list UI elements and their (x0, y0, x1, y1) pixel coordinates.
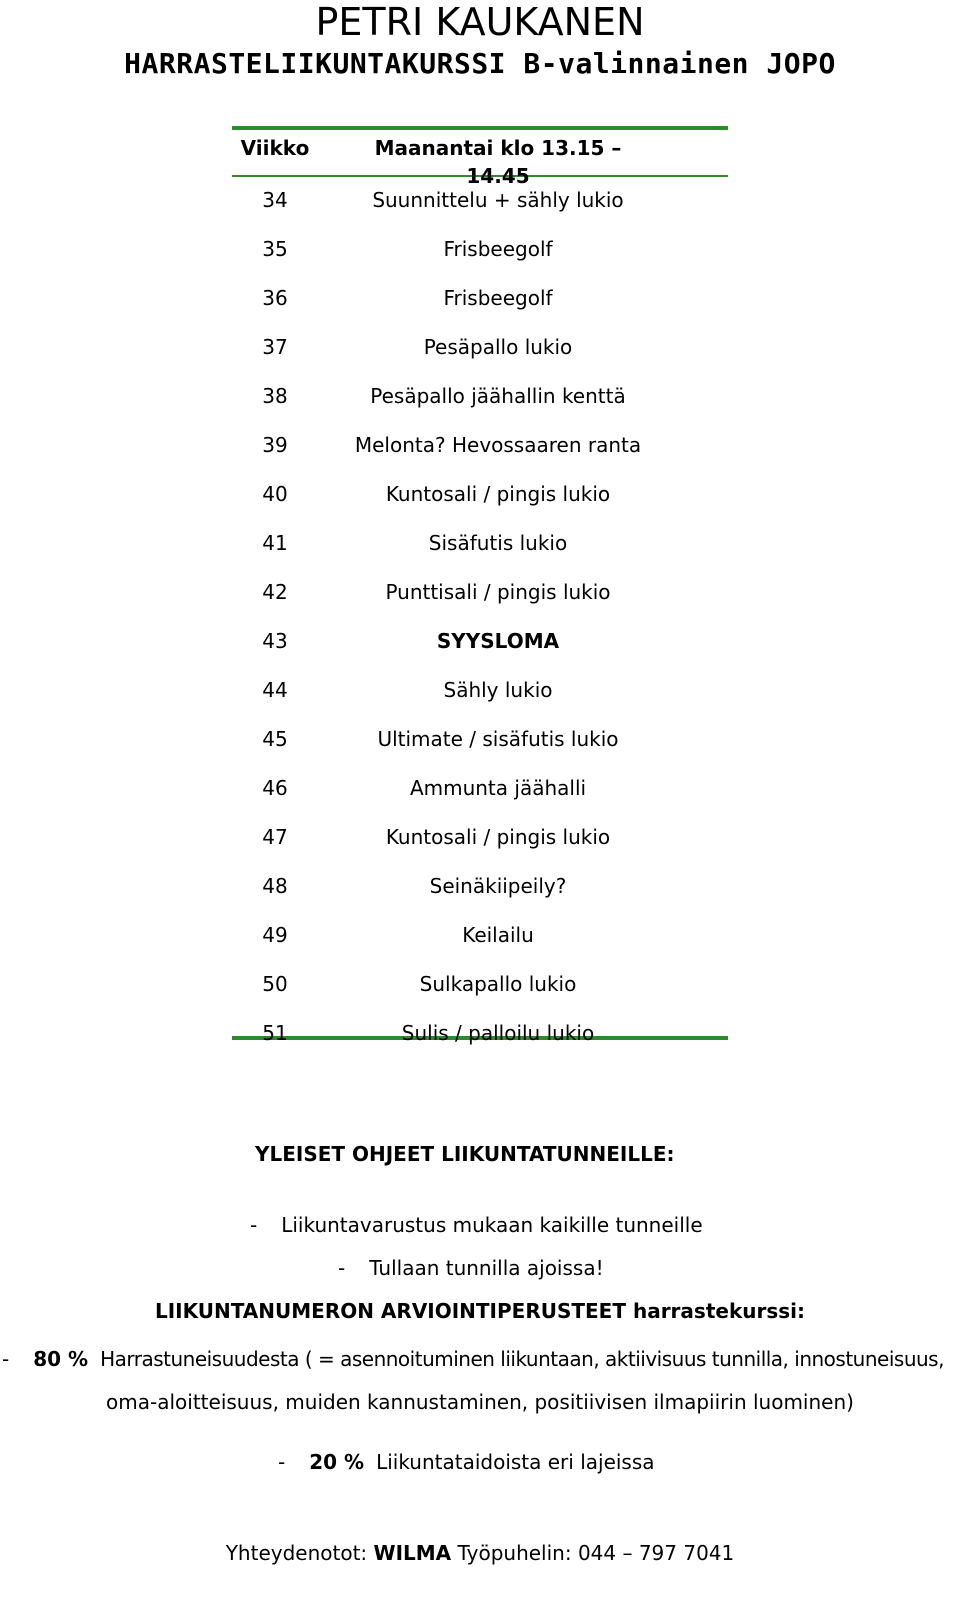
activity: Kuntosali / pingis lukio (385, 482, 611, 506)
bullet: - (250, 1213, 258, 1237)
activity: Frisbeegolf (443, 237, 553, 261)
activity: Suunnittelu + sähly lukio (372, 188, 624, 212)
contact-wilma: WILMA (373, 1541, 452, 1565)
week-number: 38 (262, 384, 288, 408)
activity: Seinäkiipeily? (429, 874, 567, 898)
activity: Frisbeegolf (443, 286, 553, 310)
week-number: 40 (262, 482, 288, 506)
activity: Pesäpallo lukio (423, 335, 573, 359)
bullet: - (2, 1347, 10, 1371)
grading-text: Liikuntataidoista eri lajeissa (376, 1450, 655, 1474)
table-row (232, 431, 728, 480)
week-number: 42 (262, 580, 288, 604)
table-row (232, 725, 728, 774)
week-number: 36 (262, 286, 288, 310)
grading-percent: 20 % (309, 1450, 365, 1474)
table-row (232, 578, 728, 627)
activity: Sulkapallo lukio (419, 972, 577, 996)
table-row (232, 970, 728, 1019)
week-number: 47 (262, 825, 288, 849)
activity: Keilailu (462, 923, 534, 947)
table-row (232, 1019, 728, 1068)
table-row (232, 284, 728, 333)
page-title: PETRI KAUKANEN (315, 0, 645, 44)
week-number: 46 (262, 776, 288, 800)
week-number: 51 (262, 1021, 288, 1045)
grading-percent: 80 % (33, 1347, 89, 1371)
grading-item-skills (278, 1448, 655, 1476)
week-number: 44 (262, 678, 288, 702)
week-number: 34 (262, 188, 288, 212)
table-row (232, 186, 728, 235)
column-header-day: Maanantai klo 13.15 – 14.45 (374, 136, 622, 188)
instruction-text: Liikuntavarustus mukaan kaikille tunneille (281, 1213, 703, 1237)
activity: Kuntosali / pingis lukio (385, 825, 611, 849)
table-row (232, 823, 728, 872)
activity: Ammunta jäähalli (409, 776, 587, 800)
instruction-item (338, 1254, 604, 1282)
instructions-heading: YLEISET OHJEET LIIKUNTATUNNEILLE: (255, 1142, 675, 1166)
week-number: 37 (262, 335, 288, 359)
week-number: 43 (262, 629, 288, 653)
table-row (232, 382, 728, 431)
week-number: 45 (262, 727, 288, 751)
contact-phone: Työpuhelin: 044 – 797 7041 (457, 1541, 735, 1565)
table-row (232, 333, 728, 382)
table-row (232, 235, 728, 284)
table-top-rule (232, 126, 728, 130)
week-number: 49 (262, 923, 288, 947)
week-number: 48 (262, 874, 288, 898)
week-number: 39 (262, 433, 288, 457)
week-number: 35 (262, 237, 288, 261)
table-row (232, 627, 728, 676)
grading-text: Harrastuneisuudesta ( = asennoituminen liikuntaan, aktiivisuus tunnilla, innostuneisuus, (100, 1347, 944, 1371)
activity: Sähly lukio (443, 678, 553, 702)
schedule-table (232, 186, 728, 1068)
activity: Sulis / palloilu lukio (401, 1021, 595, 1045)
activity: Melonta? Hevossaaren ranta (354, 433, 642, 457)
activity: Sisäfutis lukio (428, 531, 568, 555)
bullet: - (338, 1256, 346, 1280)
activity: Ultimate / sisäfutis lukio (377, 727, 619, 751)
week-number: 41 (262, 531, 288, 555)
table-row (232, 480, 728, 529)
grading-item-participation (2, 1345, 944, 1373)
activity: Pesäpallo jäähallin kenttä (370, 384, 626, 408)
bullet: - (278, 1450, 286, 1474)
activity-holiday: SYYSLOMA (436, 629, 560, 653)
activity: Punttisali / pingis lukio (385, 580, 611, 604)
column-header-week: Viikko (240, 136, 310, 160)
grading-item-participation-cont: oma-aloitteisuus, muiden kannustaminen, positiivisen ilmapiirin luominen) (106, 1390, 854, 1414)
table-row (232, 529, 728, 578)
table-row (232, 774, 728, 823)
course-title: HARRASTELIIKUNTAKURSSI B-valinnainen JOPO (124, 47, 836, 80)
grading-heading-main: LIIKUNTANUMERON ARVIOINTIPERUSTEET (154, 1299, 626, 1323)
grading-heading-course: harrastekurssi: (632, 1299, 806, 1323)
contact-label: Yhteydenotot: (225, 1541, 368, 1565)
instruction-text: Tullaan tunnilla ajoissa! (369, 1256, 604, 1280)
grading-heading (0, 1297, 960, 1325)
table-row (232, 872, 728, 921)
week-number: 50 (262, 972, 288, 996)
contact-line (0, 1539, 960, 1567)
table-row (232, 676, 728, 725)
table-row (232, 921, 728, 970)
instruction-item (250, 1211, 703, 1239)
